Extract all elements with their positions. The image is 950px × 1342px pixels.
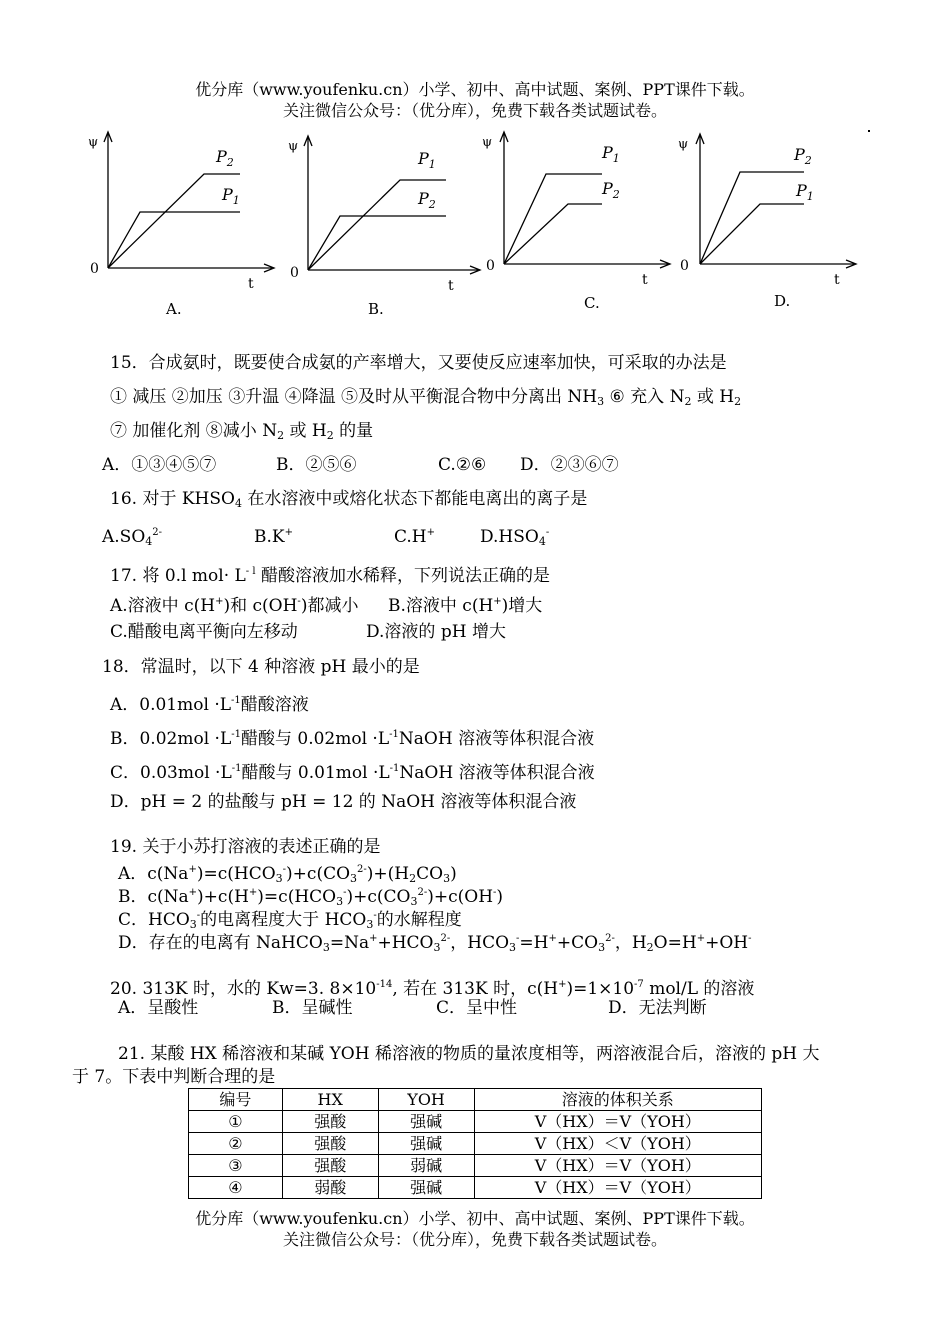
graph-caption: D. [774, 292, 791, 310]
upper-curve-label: $P_1$ [602, 143, 620, 165]
curve-upper [700, 172, 804, 264]
origin-label: 0 [90, 261, 99, 277]
q19-choice-b: B．$c(Na^+)+c(H^+)=c(HCO_3^-)+c(CO_3^{2-})+c(OH^-)$ [118, 887, 504, 908]
q16-choice-a: $A.SO_4^{2-}$ [102, 527, 163, 548]
origin-label: 0 [680, 258, 689, 274]
curve-upper [108, 174, 240, 268]
lower-curve-label: $P_2$ [418, 189, 436, 211]
q20-choice-b: B．呈碱性 [272, 998, 353, 1018]
q19-choice-d: D．存在的电离有 $NaHCO_3=Na^++HCO_3^{2-}$，$HCO_3^-=H^++CO_3^{2-}$，$H_2O=H^++OH^-$ [118, 933, 752, 954]
q15-stem: 15．合成氨时，既要使合成氨的产率增大，又要使反应速率加快，可采取的办法是 [110, 353, 727, 373]
graph-caption: A. [166, 300, 182, 318]
table-cell: 强酸 [282, 1111, 378, 1133]
header-line-1: 优分库（www.youfenku.cn）小学、初中、高中试题、案例、PPT课件下载。 [195, 80, 755, 99]
footer-line-1: 优分库（www.youfenku.cn）小学、初中、高中试题、案例、PPT课件下载。 [195, 1209, 755, 1228]
table-cell: ③ [189, 1155, 283, 1177]
x-axis-label: t [448, 278, 454, 294]
q20-choice-c: C．呈中性 [436, 998, 518, 1018]
footer-line-2: 关注微信公众号：（优分库），免费下载各类试题试卷。 [282, 1230, 667, 1249]
q19-choice-a: A．$c(Na^+)=c(HCO_3^-)+c(CO_3^{2-})+(H_2CO_3)$ [118, 864, 457, 885]
q18-choice-c: C．$0.03mol \cdot L^{-1}$醋酸与 $0.01mol \cdot L^{-1}NaOH$ 溶液等体积混合液 [110, 763, 595, 783]
table-header-row [189, 1089, 762, 1111]
q17-choice-c: C.醋酸电离平衡向左移动 [110, 622, 298, 642]
table-cell: 强碱 [378, 1133, 474, 1155]
q21-stem-line2: 于 7。下表中判断合理的是 [72, 1067, 276, 1087]
y-axis-label: ψ [288, 139, 299, 154]
table-row [189, 1133, 762, 1155]
table-row [189, 1111, 762, 1133]
q15-choice-d: D．②③⑥⑦ [520, 455, 619, 475]
y-axis-label: ψ [482, 135, 493, 150]
graph-b [282, 132, 482, 337]
origin-label: 0 [290, 265, 299, 281]
table-cell: 强碱 [378, 1177, 474, 1199]
q20-choice-d: D．无法判断 [608, 998, 707, 1018]
graph-c [476, 128, 676, 333]
table-header-cell: 溶液的体积关系 [474, 1089, 762, 1111]
graph-a [80, 128, 280, 333]
q18-stem: 18．常温时，以下 4 种溶液 pH 最小的是 [102, 657, 420, 677]
lower-curve-label: $P_1$ [222, 185, 240, 207]
q20-choice-a: A．呈酸性 [118, 998, 199, 1018]
upper-curve-label: $P_2$ [794, 145, 812, 167]
table-cell: 强酸 [282, 1155, 378, 1177]
x-axis-label: t [248, 276, 254, 292]
lower-curve-label: $P_2$ [602, 179, 620, 201]
q21-table [188, 1088, 762, 1199]
table-cell: 强酸 [282, 1133, 378, 1155]
q16-choice-c: C.H+ [394, 527, 436, 547]
q19-choice-c: C．$HCO_3^-$的电离程度大于 $HCO_3^-$的水解程度 [118, 910, 462, 931]
q17-choice-b: B.溶液中 c(H+)增大 [388, 596, 543, 616]
graph-d [672, 130, 872, 335]
y-axis-label: ψ [88, 135, 99, 150]
q17-choice-a: A.溶液中 c(H+)和 c(OH-)都减小 [110, 596, 359, 616]
graph-caption: B. [368, 300, 384, 318]
origin-label: 0 [486, 258, 495, 274]
curve-lower [700, 204, 804, 264]
q17-choice-d: D.溶液的 pH 增大 [366, 622, 506, 642]
table-cell: V（HX）＝V（YOH） [474, 1155, 762, 1177]
x-axis-label: t [834, 272, 840, 288]
q18-choice-b: B．$0.02mol \cdot L^{-1}$醋酸与 $0.02mol \cdot L^{-1}NaOH$ 溶液等体积混合液 [110, 729, 595, 749]
q18-choice-a: A．$0.01mol \cdot L^{-1}$醋酸溶液 [110, 695, 309, 715]
table-header-cell: 编号 [189, 1089, 283, 1111]
upper-curve-label: $P_2$ [216, 147, 234, 169]
q17-stem: 17. 将 0.l $mol\cdot L^{- l}$ 醋酸溶液加水稀释，下列说法正确的是 [110, 566, 550, 586]
lower-curve-label: $P_1$ [796, 181, 814, 203]
table-row [189, 1155, 762, 1177]
q15-choice-a: A．①③④⑤⑦ [102, 455, 217, 475]
table-cell: ④ [189, 1177, 283, 1199]
table-header-cell: YOH [378, 1089, 474, 1111]
curve-lower [308, 216, 446, 270]
q15-choice-b: B．②⑤⑥ [276, 455, 357, 475]
table-cell: 强碱 [378, 1111, 474, 1133]
q15-options-line1: ① 减压 ②加压 ③升温 ④降温 ⑤及时从平衡混合物中分离出 $NH_3$ ⑥ 充入 $N_2$ 或 $H_2$ [110, 387, 742, 408]
table-cell: V（HX）＜V（YOH） [474, 1133, 762, 1155]
table-row [189, 1177, 762, 1199]
graph-caption: C. [584, 294, 600, 312]
table-header-cell: HX [282, 1089, 378, 1111]
q15-options-line2: ⑦ 加催化剂 ⑧减小 $N_2$ 或 $H_2$ 的量 [110, 421, 374, 442]
q20-stem: 20. 313K 时，水的 Kw=3. $8\times 10^{-14}$, 若在 313K 时，$c(H^+)=1\times 10^{-7}$ mol/L 的溶液 [110, 979, 755, 999]
q21-stem-line1: 21. 某酸 HX 稀溶液和某碱 YOH 稀溶液的物质的量浓度相等，两溶液混合后，溶液的 pH 大 [118, 1044, 820, 1064]
y-axis-label: ψ [678, 137, 689, 152]
q18-choice-d: D．pH = 2 的盐酸与 pH = 12 的 NaOH 溶液等体积混合液 [110, 792, 577, 812]
x-axis-label: t [642, 272, 648, 288]
curve-lower [108, 212, 240, 268]
header-line-2: 关注微信公众号：（优分库），免费下载各类试题试卷。 [282, 101, 667, 120]
q16-choice-d: $D.HSO_4^-$ [480, 527, 550, 548]
q16-stem: 16. 对于 $KHSO_4$ 在水溶液中或熔化状态下都能电离出的离子是 [110, 489, 588, 510]
q19-stem: 19. 关于小苏打溶液的表述正确的是 [110, 837, 381, 857]
q16-choice-b: B.K+ [254, 527, 293, 547]
upper-curve-label: $P_1$ [418, 149, 436, 171]
table-cell: V（HX）＝V（YOH） [474, 1177, 762, 1199]
table-cell: 弱碱 [378, 1155, 474, 1177]
table-cell: ② [189, 1133, 283, 1155]
table-cell: V（HX）＝V（YOH） [474, 1111, 762, 1133]
table-cell: ① [189, 1111, 283, 1133]
q15-choice-c: C.②⑥ [438, 455, 487, 475]
table-cell: 弱酸 [282, 1177, 378, 1199]
